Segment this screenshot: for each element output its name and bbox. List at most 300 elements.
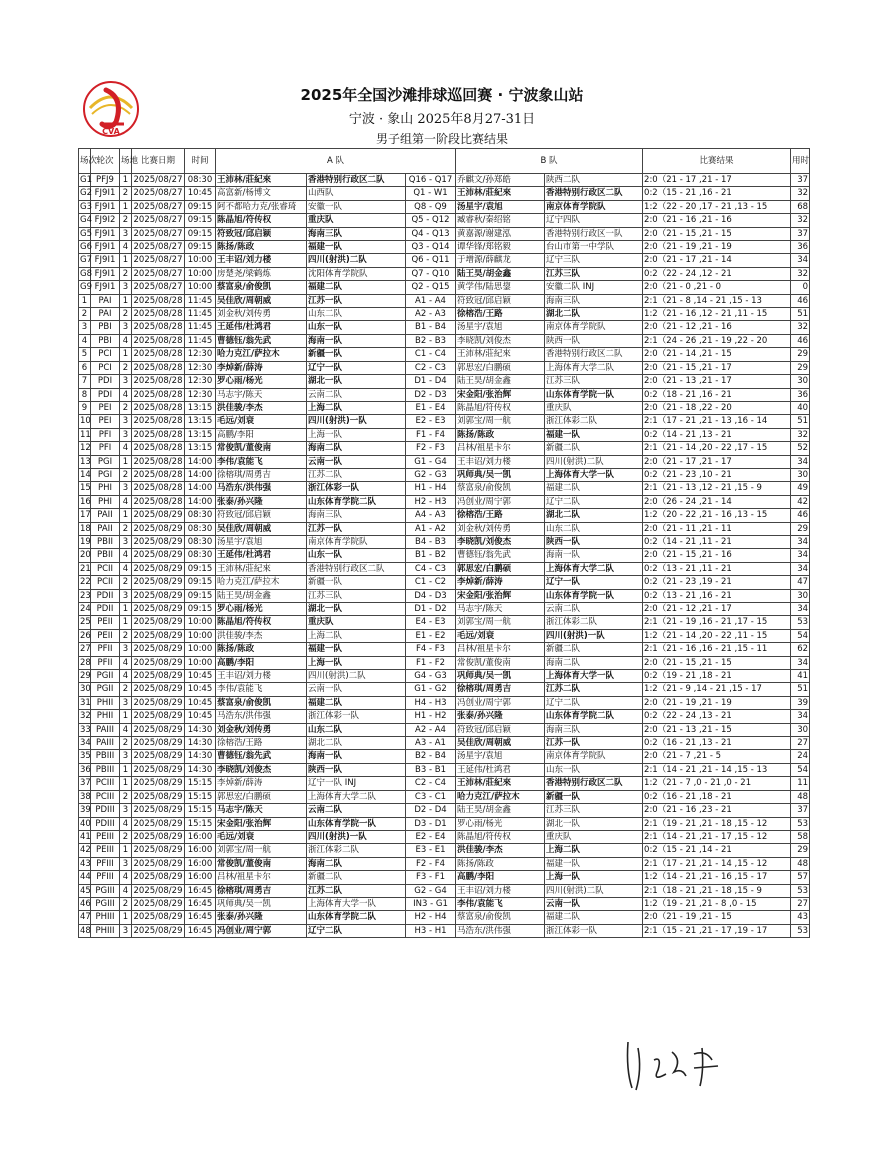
cell-team-b-name: 四川(射洪)二队 [545, 884, 643, 897]
cell-result: 2:0（21 - 17 ,21 - 17 [643, 174, 791, 187]
cell-team-b-players: 李晓凯/刘俊杰 [456, 334, 545, 347]
cell-date: 2025/08/28 [133, 349, 183, 360]
cell-result: 1:2（21 - 7 ,0 - 21 ,0 - 21 [643, 777, 791, 790]
cell-date: 2025/08/27 [133, 282, 183, 293]
cell-seeds: H1 - H2 [406, 710, 456, 723]
cell-court: 2 [120, 308, 132, 321]
cell-team-a-players: 曹德钰/翁先武 [216, 750, 307, 763]
cell-duration: 48 [791, 857, 810, 870]
table-row [79, 442, 810, 455]
cell-time: 11:45 [185, 294, 216, 307]
cell-match-no: 30 [80, 684, 91, 695]
cell-team-a-name: 上海二队 [307, 629, 406, 642]
cell-match-no: 32 [80, 711, 91, 722]
cell-date: 2025/08/29 [133, 684, 183, 695]
table-row [79, 763, 810, 776]
cell-result: 1:2（14 - 21 ,21 - 16 ,15 - 17 [643, 871, 791, 884]
cell-round: FJ9I1 [91, 187, 120, 200]
cell-result: 1:2（21 - 9 ,14 - 21 ,15 - 17 [643, 683, 791, 696]
cell-result: 2:0（21 - 0 ,21 - 0 [643, 281, 791, 294]
cell-team-b-name: 上海体育大学一队 [545, 468, 643, 481]
cell-team-a-players: 符致冠/邱启颖 [216, 509, 307, 522]
cell-court: 4 [120, 871, 132, 884]
cell-round: PFII [91, 643, 120, 656]
cell-time: 10:45 [185, 710, 216, 723]
cell-team-a-players: 徐榕琪/周勇吉 [216, 468, 307, 481]
cell-team-b-name: 上海二队 [545, 844, 643, 857]
cell-team-b-players: 吕林/祖星卡尔 [456, 442, 545, 455]
cell-result: 2:0（21 - 17 ,21 - 17 [643, 455, 791, 468]
table-row [79, 428, 810, 441]
cell-seeds: A2 - A4 [406, 723, 456, 736]
cell-match-no: G6 [80, 242, 92, 253]
cell-match-no: 27 [80, 644, 91, 655]
cell-team-a-name: 海南二队 [307, 857, 406, 870]
table-row [79, 643, 810, 656]
cell-team-a-name: 海南一队 [307, 334, 406, 347]
cell-time: 16:00 [185, 844, 216, 857]
cell-team-a-name: 沈阳体育学院队 [307, 267, 406, 280]
cell-result: 0:2（15 - 21 ,14 - 21 [643, 844, 791, 857]
cell-round: PGIII [91, 897, 120, 910]
cell-date: 2025/08/28 [133, 429, 183, 440]
cell-team-a-name: 新疆一队 [307, 576, 406, 589]
cell-team-a-players: 陈扬/陈政 [216, 643, 307, 656]
table-row [79, 924, 810, 937]
table-row [79, 562, 810, 575]
cell-date: 2025/08/29 [133, 550, 183, 561]
cell-duration: 29 [791, 361, 810, 374]
cell-team-a-name: 香港特别行政区二队 [307, 174, 406, 187]
cell-match-no: 19 [80, 536, 91, 547]
cell-court: 3 [120, 321, 132, 334]
cell-seeds: Q5 - Q12 [406, 214, 456, 227]
col-team-b: B 队 [456, 149, 643, 174]
cell-match-no: G4 [80, 215, 92, 226]
cell-time: 10:00 [185, 629, 216, 642]
cell-team-a-players: 房楚尧/梁鹤炼 [216, 267, 307, 280]
cell-team-b-players: 汤星宇/袁旭 [456, 200, 545, 213]
cell-team-b-name: 山东体育学院一队 [545, 589, 643, 602]
cell-team-b-players: 徐榕浩/王路 [456, 509, 545, 522]
cell-seeds: G2 - G3 [406, 468, 456, 481]
cell-team-a-players: 张泰/孙兴隆 [216, 495, 307, 508]
cell-duration: 41 [791, 670, 810, 683]
cell-date: 2025/08/29 [133, 630, 183, 641]
cell-team-a-name: 四川(射洪)一队 [307, 415, 406, 428]
cell-time: 08:30 [185, 549, 216, 562]
cell-team-b-players: 乔麒文/孙郑皓 [456, 174, 545, 187]
cell-team-b-name: 海南三队 [545, 723, 643, 736]
cell-team-b-name: 辽宁二队 [545, 495, 643, 508]
cell-team-b-name: 福建二队 [545, 482, 643, 495]
cell-date: 2025/08/28 [133, 335, 183, 346]
cell-time: 10:00 [185, 267, 216, 280]
cell-date: 2025/08/29 [133, 898, 183, 909]
cell-court: 3 [120, 482, 132, 495]
cell-round: PCII [91, 562, 120, 575]
cell-duration: 42 [791, 495, 810, 508]
cell-round: PHII [91, 710, 120, 723]
cell-team-b-name: 江苏三队 [545, 375, 643, 388]
cell-team-b-players: 李晓凯/刘俊杰 [456, 535, 545, 548]
cell-team-a-players: 刘郭宝/周一航 [216, 844, 307, 857]
cell-team-a-players: 李伟/袁能飞 [216, 455, 307, 468]
cell-duration: 43 [791, 911, 810, 924]
cell-team-a-players: 毛远/刘衰 [216, 830, 307, 843]
cell-result: 2:1（15 - 21 ,21 - 17 ,19 - 17 [643, 924, 791, 937]
cell-team-a-name: 海南一队 [307, 750, 406, 763]
cell-result: 0:2（13 - 21 ,11 - 21 [643, 562, 791, 575]
cell-match-no: 13 [80, 456, 91, 467]
cell-round: PGII [91, 670, 120, 683]
cell-seeds: A1 - A2 [406, 522, 456, 535]
cell-court: 2 [120, 737, 132, 750]
cell-team-b-players: 罗心雨/杨光 [456, 817, 545, 830]
cell-match-no: 6 [79, 361, 91, 374]
col-date: 比赛日期 [132, 149, 185, 174]
table-row [79, 589, 810, 602]
cell-result: 0:2（21 - 23 ,19 - 21 [643, 576, 791, 589]
cell-time: 10:45 [185, 670, 216, 683]
cell-duration: 24 [791, 750, 810, 763]
cell-duration: 34 [791, 603, 810, 616]
table-row [79, 696, 810, 709]
cell-duration: 51 [791, 308, 810, 321]
cell-team-a-players: 汤星宇/袁旭 [216, 535, 307, 548]
cell-duration: 36 [791, 388, 810, 401]
cell-court: 4 [120, 495, 132, 508]
cell-team-a-players: 马志宇/陈天 [216, 388, 307, 401]
table-row [79, 911, 810, 924]
cell-seeds: H3 - H1 [406, 924, 456, 937]
table-row [79, 576, 810, 589]
cell-team-a-players: 李焯新/薛涛 [216, 361, 307, 374]
cell-date: 2025/08/29 [133, 831, 183, 842]
cell-result: 1:2（21 - 14 ,20 - 22 ,11 - 15 [643, 629, 791, 642]
cell-time: 13:15 [185, 442, 216, 455]
cell-result: 0:2（16 - 21 ,13 - 21 [643, 737, 791, 750]
col-result: 比赛结果 [643, 149, 791, 174]
cell-team-b-players: 刘金秋/刘传勇 [456, 522, 545, 535]
cell-seeds: B2 - B4 [406, 750, 456, 763]
cell-seeds: E4 - E3 [406, 616, 456, 629]
cell-match-no: 20 [80, 550, 91, 561]
cell-team-a-players: 高富新/杨博文 [216, 187, 307, 200]
cell-duration: 46 [791, 294, 810, 307]
col-duration: 用时 [791, 149, 810, 174]
cell-team-a-players: 罗心雨/杨光 [216, 603, 307, 616]
table-row [79, 174, 810, 187]
cell-court: 1 [120, 200, 132, 213]
cell-team-b-name: 海南一队 [545, 549, 643, 562]
cell-duration: 53 [791, 817, 810, 830]
cell-match-no: 46 [80, 898, 91, 909]
cell-team-a-name: 山东一队 [307, 549, 406, 562]
cell-team-a-name: 湖北二队 [307, 737, 406, 750]
cell-result: 2:0（21 - 12 ,21 - 16 [643, 321, 791, 334]
cell-time: 08:30 [185, 174, 216, 187]
results-body [79, 174, 810, 938]
cell-time: 09:15 [185, 200, 216, 213]
cell-team-b-players: 蔡富泉/俞俊凯 [456, 911, 545, 924]
cell-team-b-name: 香港特别行政区二队 [545, 187, 643, 200]
cell-round: PFI [91, 428, 120, 441]
cell-court: 2 [120, 187, 132, 200]
cell-time: 09:15 [185, 214, 216, 227]
cell-time: 15:15 [185, 790, 216, 803]
cell-duration: 57 [791, 871, 810, 884]
cell-team-a-name: 湖北一队 [307, 603, 406, 616]
cell-round: PDIII [91, 817, 120, 830]
cell-team-b-name: 海南三队 [545, 294, 643, 307]
cell-match-no: G1 [80, 175, 92, 185]
cell-duration: 54 [791, 629, 810, 642]
cell-seeds: F3 - F1 [406, 871, 456, 884]
cell-time: 14:30 [185, 763, 216, 776]
cell-seeds: B1 - B4 [406, 321, 456, 334]
cell-team-a-players: 陈晶旭/符传权 [216, 616, 307, 629]
cell-court: 1 [120, 254, 132, 267]
cell-court: 1 [120, 294, 132, 307]
cell-seeds: A4 - A3 [406, 509, 456, 522]
cell-round: PEI [91, 401, 120, 414]
cell-seeds: C2 - C4 [406, 777, 456, 790]
cell-seeds: IN3 - G1 [406, 897, 456, 910]
cell-date: 2025/08/29 [133, 604, 183, 614]
cell-match-no: G7 [80, 255, 92, 266]
cell-round: PCI [91, 361, 120, 374]
table-row [79, 817, 810, 830]
cell-team-b-name: 上海体育大学二队 [545, 562, 643, 575]
cell-seeds: G1 - G4 [406, 455, 456, 468]
cell-team-a-players: 李焯新/薛涛 [216, 777, 307, 790]
cell-match-no: 17 [80, 510, 91, 521]
cell-court: 4 [120, 670, 132, 683]
cell-time: 16:00 [185, 830, 216, 843]
cell-court: 2 [120, 214, 132, 227]
cell-team-a-players: 张泰/孙兴隆 [216, 911, 307, 924]
cell-seeds: Q16 - Q17 [406, 174, 456, 187]
cell-duration: 11 [791, 777, 810, 790]
cell-match-no: 15 [80, 483, 91, 494]
cell-team-a-name: 辽宁二队 [307, 924, 406, 937]
cell-time: 16:45 [185, 897, 216, 910]
cell-team-b-name: 辽宁二队 [545, 696, 643, 709]
cell-result: 2:1（21 - 19 ,16 - 21 ,17 - 15 [643, 616, 791, 629]
cell-seeds: H4 - H3 [406, 696, 456, 709]
cell-seeds: Q2 - Q15 [406, 281, 456, 294]
cell-date: 2025/08/27 [133, 228, 183, 239]
results-table [78, 148, 810, 938]
table-row [79, 723, 810, 736]
cell-result: 2:0（21 - 19 ,21 - 19 [643, 241, 791, 254]
cell-team-b-name: 台山市第一中学队 [545, 241, 643, 254]
cell-team-b-players: 巩师典/吴一凯 [456, 468, 545, 481]
cell-result: 2:0（21 - 16 ,21 - 16 [643, 214, 791, 227]
cell-team-a-name: 江苏一队 [307, 294, 406, 307]
cell-time: 10:00 [185, 656, 216, 669]
cell-court: 4 [120, 884, 132, 897]
cell-duration: 34 [791, 455, 810, 468]
cell-time: 12:30 [185, 348, 216, 361]
cell-duration: 53 [791, 616, 810, 629]
cell-time: 16:00 [185, 857, 216, 870]
table-row [79, 535, 810, 548]
cell-result: 1:2（20 - 22 ,21 - 16 ,13 - 15 [643, 509, 791, 522]
table-header-row [79, 149, 810, 174]
cell-round: PCIII [91, 777, 120, 790]
cell-team-b-name: 重庆队 [545, 830, 643, 843]
table-row [79, 267, 810, 280]
cell-date: 2025/08/29 [133, 885, 183, 896]
cell-duration: 37 [791, 174, 810, 187]
cell-match-no: 44 [80, 872, 91, 883]
cell-court: 1 [120, 710, 132, 723]
cell-time: 15:15 [185, 817, 216, 830]
cell-result: 2:1（24 - 26 ,21 - 19 ,22 - 20 [643, 334, 791, 347]
cell-date: 2025/08/27 [133, 188, 183, 199]
cell-team-b-name: 云南一队 [545, 897, 643, 910]
cell-team-a-name: 新疆二队 [307, 871, 406, 884]
cell-date: 2025/08/28 [133, 483, 183, 494]
cell-duration: 40 [791, 401, 810, 414]
cell-seeds: Q1 - W1 [406, 187, 456, 200]
table-row [79, 294, 810, 307]
cell-date: 2025/08/29 [133, 925, 183, 936]
cell-team-b-name: 湖北二队 [545, 509, 643, 522]
cell-match-no: 25 [80, 617, 91, 628]
table-row [79, 884, 810, 897]
cell-time: 11:45 [185, 334, 216, 347]
cell-seeds: G2 - G4 [406, 884, 456, 897]
cell-team-b-players: 张泰/孙兴隆 [456, 710, 545, 723]
cell-date: 2025/08/29 [133, 510, 183, 521]
cell-duration: 30 [791, 375, 810, 388]
cell-result: 2:0（21 - 15 ,21 - 16 [643, 549, 791, 562]
cell-team-a-name: 海南二队 [307, 442, 406, 455]
cell-seeds: F1 - F4 [406, 428, 456, 441]
cell-result: 2:1（21 - 16 ,16 - 21 ,15 - 11 [643, 643, 791, 656]
cell-team-b-players: 王延伟/杜鸿君 [456, 763, 545, 776]
cell-match-no: 7 [79, 375, 91, 388]
cell-round: PHIII [91, 924, 120, 937]
cell-match-no: 39 [80, 805, 91, 816]
cell-team-b-players: 宋金阳/张治辉 [456, 388, 545, 401]
cell-duration: 48 [791, 790, 810, 803]
cell-team-b-players: 徐榕琪/周勇吉 [456, 683, 545, 696]
table-row [79, 348, 810, 361]
cell-team-a-name: 江苏三队 [307, 589, 406, 602]
cell-team-b-name: 福建一队 [545, 428, 643, 441]
cell-seeds: A3 - A1 [406, 737, 456, 750]
table-row [79, 187, 810, 200]
cell-team-a-players: 王丰诏/刘力楼 [216, 254, 307, 267]
cell-team-b-players: 陈晶旭/符传权 [456, 401, 545, 414]
cell-seeds: B3 - B1 [406, 763, 456, 776]
cell-time: 14:00 [185, 455, 216, 468]
cell-duration: 27 [791, 897, 810, 910]
cell-team-b-players: 冯创业/周宁郭 [456, 495, 545, 508]
cell-match-no: 33 [80, 724, 91, 735]
cell-time: 11:45 [185, 321, 216, 334]
cell-team-b-players: 符致冠/邱启颖 [456, 294, 545, 307]
cell-result: 2:0（21 - 15 ,21 - 17 [643, 361, 791, 374]
cell-round: PGI [91, 455, 120, 468]
cell-court: 4 [120, 656, 132, 669]
cell-court: 3 [120, 924, 132, 937]
cell-round: PFIII [91, 871, 120, 884]
cell-seeds: Q8 - Q9 [406, 200, 456, 213]
cell-team-b-name: 南京体育学院队 [545, 750, 643, 763]
cell-court: 2 [120, 267, 132, 280]
cell-date: 2025/08/28 [133, 376, 183, 387]
cell-time: 14:30 [185, 750, 216, 763]
cell-seeds: A1 - A4 [406, 294, 456, 307]
cell-time: 14:30 [185, 723, 216, 736]
cell-duration: 58 [791, 830, 810, 843]
cell-duration: 32 [791, 214, 810, 227]
cell-round: PEII [91, 616, 120, 629]
cell-date: 2025/08/29 [133, 577, 183, 588]
cell-result: 1:2（19 - 21 ,21 - 8 ,0 - 15 [643, 897, 791, 910]
cell-team-a-name: 重庆队 [307, 616, 406, 629]
cell-result: 1:2（22 - 20 ,17 - 21 ,13 - 15 [643, 200, 791, 213]
cell-court: 1 [120, 911, 132, 924]
cell-team-a-name: 云南一队 [307, 683, 406, 696]
cell-team-a-players: 毛远/刘衰 [216, 415, 307, 428]
cell-time: 10:45 [185, 683, 216, 696]
cell-duration: 49 [791, 482, 810, 495]
cell-team-b-players: 宋金阳/张治辉 [456, 589, 545, 602]
cell-date: 2025/08/29 [133, 738, 183, 749]
cell-team-b-name: 陕西一队 [545, 535, 643, 548]
cell-round: PGII [91, 683, 120, 696]
cell-seeds: G4 - G3 [406, 670, 456, 683]
cell-team-b-name: 海南二队 [545, 656, 643, 669]
cell-round: PDII [91, 603, 120, 616]
cell-seeds: A2 - A3 [406, 308, 456, 321]
cell-date: 2025/08/29 [133, 751, 183, 762]
page-title: 2025年全国沙滩排球巡回赛 · 宁波象山站 [300, 86, 584, 104]
cell-team-a-players: 罗心雨/杨光 [216, 375, 307, 388]
cell-result: 0:2（18 - 21 ,16 - 21 [643, 388, 791, 401]
cell-team-a-players: 哈力克江/萨拉木 [216, 348, 307, 361]
cell-court: 1 [120, 603, 132, 616]
cell-time: 08:30 [185, 522, 216, 535]
cell-team-b-players: 王沛林/莊紀來 [456, 348, 545, 361]
table-row [79, 871, 810, 884]
cell-round: PAI [91, 308, 120, 321]
cell-seeds: F2 - F4 [406, 857, 456, 870]
cell-team-a-players: 李伟/袁能飞 [216, 683, 307, 696]
cell-match-no: 12 [80, 443, 91, 454]
cell-duration: 34 [791, 656, 810, 669]
cell-team-b-players: 王沛林/莊紀來 [456, 777, 545, 790]
table-row [79, 308, 810, 321]
cell-match-no: 37 [80, 778, 91, 789]
cell-match-no: 36 [80, 764, 91, 775]
cell-team-a-players: 马浩东/洪伟强 [216, 710, 307, 723]
cell-team-b-players: 郭思宏/白鹏硕 [456, 562, 545, 575]
cell-round: PGI [91, 468, 120, 481]
cell-team-a-name: 山东一队 [307, 321, 406, 334]
cell-team-a-players: 马志宇/陈天 [216, 804, 307, 817]
cell-date: 2025/08/27 [133, 215, 183, 226]
cell-result: 2:0（21 - 15 ,21 - 15 [643, 656, 791, 669]
cell-team-a-name: 辽宁一队 INJ [307, 777, 406, 790]
cell-match-no: 40 [80, 818, 91, 829]
